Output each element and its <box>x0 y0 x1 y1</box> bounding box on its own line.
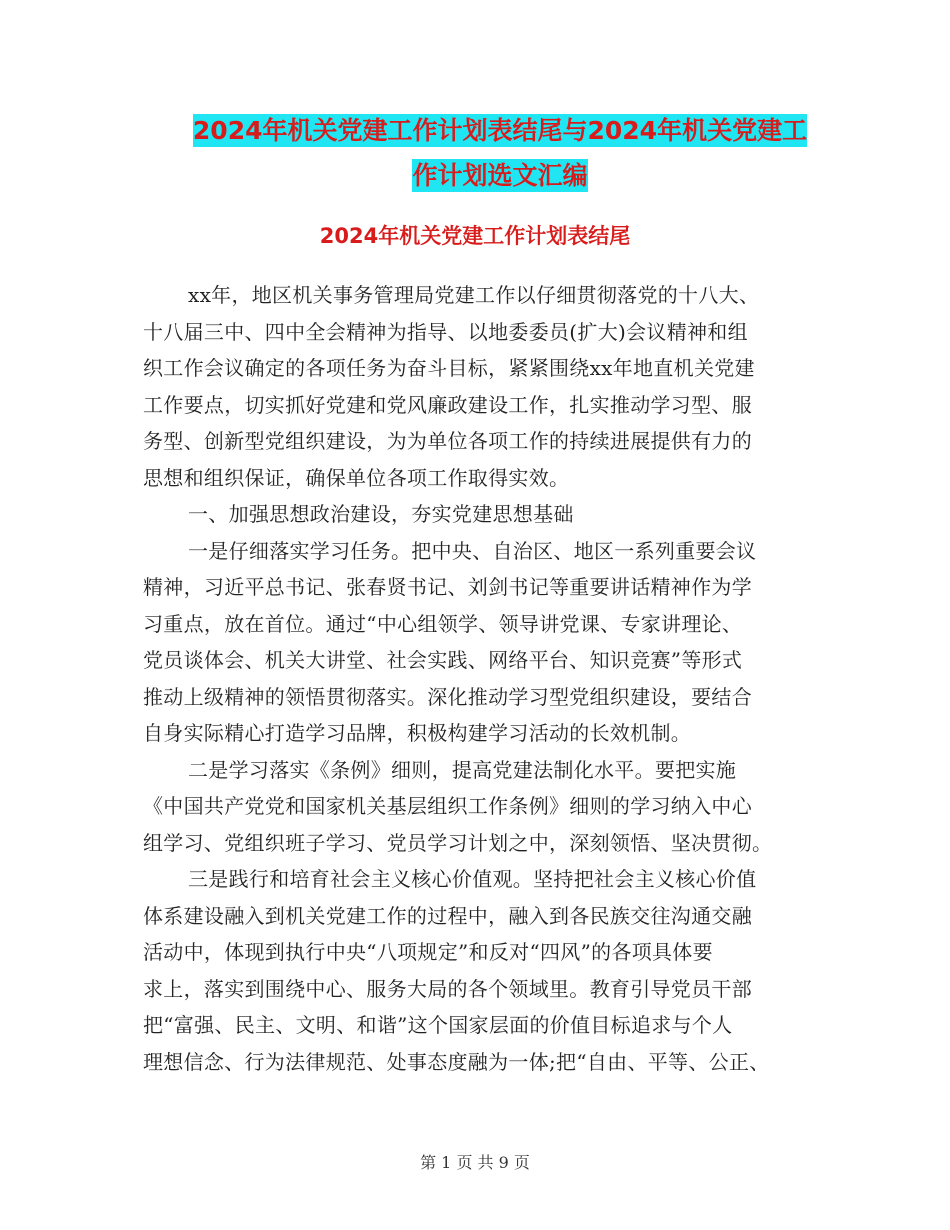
paragraph-line: 三是践行和培育社会主义核心价值观。坚持把社会主义核心价值 <box>188 867 757 891</box>
paragraph-line: 自身实际精心打造学习品牌，积极构建学习活动的长效机制。 <box>143 721 692 745</box>
heading-line: 一、加强思想政治建设，夯实党建思想基础 <box>188 502 574 526</box>
paragraph-line: 思想和组织保证，确保单位各项工作取得实效。 <box>143 465 570 490</box>
paragraph-line: 活动中，体现到执行中央“八项规定”和反对“四风”的各项具体要 <box>143 940 713 964</box>
paragraph-line: 一是仔细落实学习任务。把中央、自治区、地区一系列重要会议 <box>188 538 757 563</box>
body-text <box>143 277 823 1080</box>
paragraph-line: 精神，习近平总书记、张春贤书记、刘剑书记等重要讲话精神作为学 <box>143 575 752 599</box>
paragraph-line: 推动上级精神的领悟贯彻落实。深化推动学习型党组织建设，要结合 <box>143 684 752 709</box>
title-highlight: 2024年机关党建工作计划表结尾与2024年机关党建工 <box>192 116 808 145</box>
paragraph-line: 十八届三中、四中全会精神为指导、以地委委员(扩大)会议精神和组 <box>143 319 748 344</box>
paragraph-line: 求上，落实到围绕中心、服务大局的各个领域里。教育引导党员干部 <box>143 976 752 1001</box>
paragraph-line: 工作要点，切实抓好党建和党风廉政建设工作，扎实推动学习型、服 <box>143 392 752 417</box>
document-title-line-1 <box>120 108 880 154</box>
paragraph-line: 务型、创新型党组织建设，为为单位各项工作的持续进展提供有力的 <box>143 429 752 453</box>
paragraph-line: xx年，地区机关事务管理局党建工作以仔细贯彻落党的十八大、 <box>188 283 760 307</box>
document-title-line-2 <box>120 153 880 199</box>
paragraph-line: 组学习、党组织班子学习、党员学习计划之中，深刻领悟、坚决贯彻。 <box>143 830 773 855</box>
paragraph-line: 二是学习落实《条例》细则，提高党建法制化水平。要把实施 <box>188 757 737 782</box>
section-title: 2024年机关党建工作计划表结尾 <box>319 224 631 248</box>
paragraph-line: 《中国共产党党和国家机关基层组织工作条例》细则的学习纳入中心 <box>143 794 752 818</box>
paragraph-line: 习重点，放在首位。通过“中心组领学、领导讲党课、专家讲理论、 <box>143 611 743 636</box>
paragraph-line: 体系建设融入到机关党建工作的过程中，融入到各民族交往沟通交融 <box>143 903 752 928</box>
paragraph-line: 织工作会议确定的各项任务为奋斗目标，紧紧围绕xx年地直机关党建 <box>143 356 755 380</box>
paragraph-line: 把“富强、民主、文明、和谐”这个国家层面的价值目标追求与个人 <box>143 1013 733 1037</box>
paragraph-line: 理想信念、行为法律规范、处事态度融为一体;把“自由、平等、公正、 <box>143 1049 770 1074</box>
page-footer: 第 1 页 共 9 页 <box>420 1153 530 1172</box>
title-highlight: 作计划选文汇编 <box>412 161 588 190</box>
paragraph-line: 党员谈体会、机关大讲堂、社会实践、网络平台、知识竞赛”等形式 <box>143 648 743 672</box>
